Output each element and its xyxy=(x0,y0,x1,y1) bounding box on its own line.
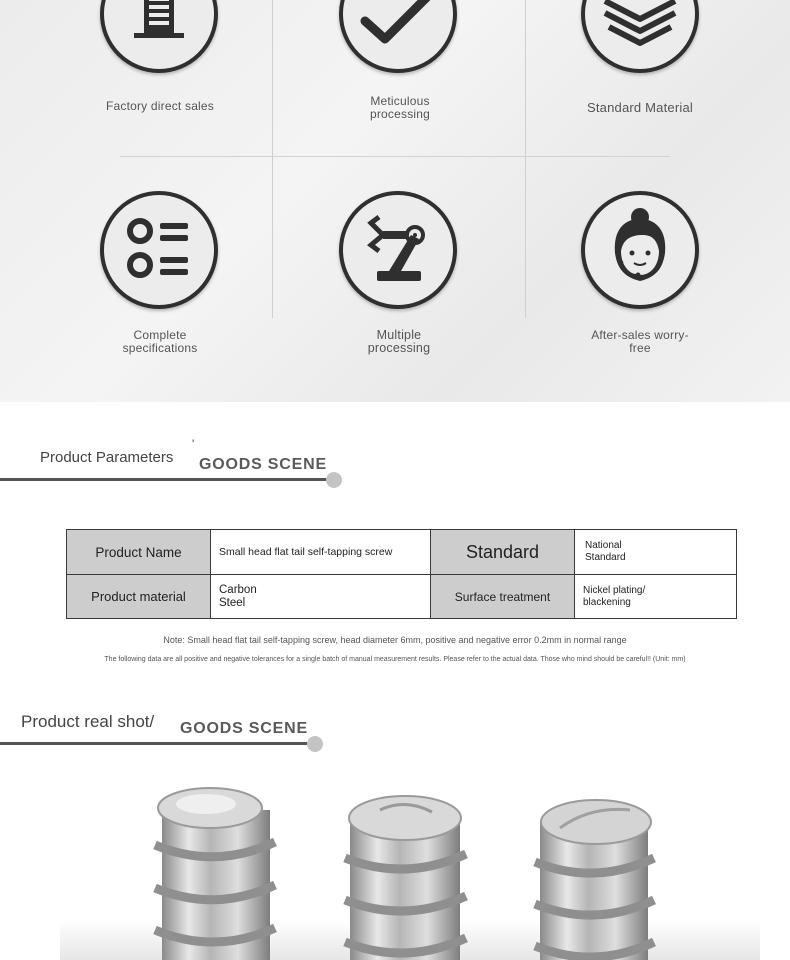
param-header-standard: Standard xyxy=(431,530,575,575)
list-icon xyxy=(100,191,218,309)
param-value-standard-text: National Standard xyxy=(585,540,626,563)
feature-label-specs: Complete specifications xyxy=(122,328,198,355)
screw-image xyxy=(155,788,275,960)
param-value-standard xyxy=(575,530,737,575)
ladder-icon xyxy=(100,0,218,73)
param-value-material-text: Carbon Steel xyxy=(219,583,257,609)
shot-section-dot xyxy=(307,736,323,752)
shot-section-title: Product real shot/ xyxy=(21,712,155,731)
feature-label-multiple: Multiple processing xyxy=(367,328,431,355)
note-tolerance: The following data are all positive and negative tolerances for a single batch of manual measurement results. Please refer to the actual data. Those who mind should be careful!! (Unit: mm) xyxy=(104,656,686,663)
screw-image xyxy=(345,796,466,960)
robot-arm-icon xyxy=(339,191,457,309)
checkmark-icon xyxy=(339,0,457,73)
param-value-surface-text: Nickel plating/ blackening xyxy=(583,584,646,608)
feature-label-standard: Standard Material xyxy=(586,100,693,115)
support-agent-icon xyxy=(581,191,699,309)
table-row xyxy=(67,575,737,619)
param-header-product-name: Product Name xyxy=(67,530,211,575)
feature-label-factory: Factory direct sales xyxy=(105,99,215,113)
param-value-product-name: Small head flat tail self-tapping screw xyxy=(211,530,431,575)
product-photo xyxy=(0,770,790,960)
feature-label-meticulous: Meticulous processing xyxy=(369,94,431,121)
params-section-underline xyxy=(0,478,328,481)
features-panel xyxy=(0,0,790,402)
parameter-table xyxy=(66,529,737,619)
params-section-dot xyxy=(326,472,342,488)
params-section-title: Product Parameters xyxy=(40,449,174,466)
param-header-material: Product material xyxy=(67,575,211,619)
note-head-diameter: Note: Small head flat tail self-tapping screw, head diameter 6mm, positive and negative error 0.2mm in normal range xyxy=(163,635,627,645)
shot-section-underline xyxy=(0,742,308,745)
params-section-subtitle: GOODS SCENE xyxy=(199,456,327,473)
layers-icon xyxy=(581,0,699,73)
grid-divider xyxy=(120,156,670,157)
grid-divider xyxy=(525,0,526,318)
feature-label-after-sales: After-sales worry-free xyxy=(591,328,689,355)
param-value-material xyxy=(211,575,431,619)
grid-divider xyxy=(272,0,273,318)
screw-image xyxy=(535,800,654,960)
param-header-surface: Surface treatment xyxy=(431,575,575,619)
shot-section-subtitle: GOODS SCENE xyxy=(180,720,308,737)
params-section-tick: ' xyxy=(192,437,195,451)
param-value-surface xyxy=(575,575,737,619)
table-row xyxy=(67,530,737,575)
